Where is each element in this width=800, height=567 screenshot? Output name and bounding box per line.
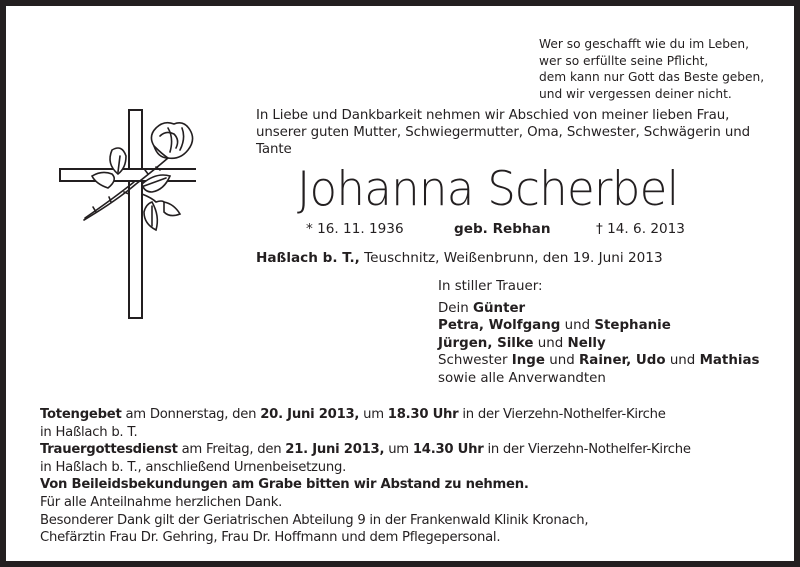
text: um <box>359 407 388 422</box>
deceased-name: Johanna Scherbel <box>297 162 679 217</box>
services-block <box>40 406 691 547</box>
mourner-name: Stephanie <box>594 318 671 333</box>
intro-line: Tante <box>256 142 292 158</box>
text: in der Vierzehn-Nothelfer-Kirche <box>458 407 666 422</box>
rosary-location: in Haßlach b. T. <box>40 424 138 440</box>
mourner-line <box>438 317 759 335</box>
maiden-name: geb. Rebhan <box>454 221 551 237</box>
poem-line: dem kann nur Gott das Beste geben, <box>539 70 765 84</box>
intro-line: unserer guten Mutter, Schwiegermutter, Oma, Schwester, Schwägerin und <box>256 125 751 141</box>
poem-line: wer so erfüllte seine Pflicht, <box>539 53 709 68</box>
funeral-line <box>40 441 691 459</box>
place-rest: Teuschnitz, Weißenbrunn, den 19. Juni 2013 <box>359 250 663 266</box>
intro-line: In Liebe und Dankbarkeit nehmen wir Abschied von meiner lieben Frau, <box>256 108 730 123</box>
text: und <box>560 318 595 333</box>
service-title: Totengebet <box>40 407 122 422</box>
text: Schwester <box>438 353 512 368</box>
birth-date: * 16. 11. 1936 <box>306 221 404 237</box>
intro-text <box>256 107 796 159</box>
service-time: 14.30 Uhr <box>412 442 484 458</box>
condolence-note-text: Von Beileidsbekundungen am Grabe bitten wir Abstand zu nehmen. <box>40 477 529 493</box>
death-date: † 14. 6. 2013 <box>596 221 685 237</box>
service-title: Trauergottesdienst <box>40 442 178 458</box>
mourners-heading: In stiller Trauer: <box>438 279 543 294</box>
special-thanks-line: Besonderer Dank gilt der Geriatrischen Abteilung 9 in der Frankenwald Klinik Kronach, <box>40 512 589 528</box>
place-date-line <box>256 250 663 267</box>
text: am Donnerstag, den <box>121 407 261 422</box>
service-date: 21. Juni 2013, <box>285 442 385 458</box>
mourner-name: Rainer, Udo <box>578 353 666 368</box>
thanks-line: Für alle Anteilnahme herzlichen Dank. <box>40 494 283 510</box>
mourner-line <box>438 300 759 318</box>
text: Dein <box>438 300 474 316</box>
text: und <box>665 353 700 368</box>
mourner-name: Nelly <box>567 335 606 351</box>
text: und <box>544 353 579 368</box>
mourners-block <box>438 278 759 387</box>
mourner-name: Günter <box>473 300 526 316</box>
mourner-name: Petra, Wolfgang <box>438 318 561 333</box>
mourner-name: Inge <box>511 353 545 368</box>
text: in der Vierzehn-Nothelfer-Kirche <box>483 442 691 458</box>
poem <box>539 36 764 102</box>
mourner-name: Mathias <box>699 353 760 368</box>
condolence-note <box>40 476 691 494</box>
mourner-line <box>438 335 759 353</box>
text: um <box>384 442 413 458</box>
poem-line: und wir vergessen deiner nicht. <box>539 86 732 101</box>
mourner-line: sowie alle Anverwandten <box>438 370 606 386</box>
special-thanks-line: Chefärztin Frau Dr. Gehring, Frau Dr. Hoffmann und dem Pflegepersonal. <box>40 530 501 546</box>
service-date: 20. Juni 2013, <box>260 407 360 422</box>
mourner-name: Jürgen, Silke <box>438 335 534 351</box>
cross-with-rose-icon <box>56 106 196 322</box>
service-time: 18.30 Uhr <box>387 407 459 422</box>
rosary-line <box>40 406 691 424</box>
poem-line: Wer so geschafft wie du im Leben, <box>539 37 750 51</box>
mourner-line <box>438 352 759 370</box>
place-primary: Haßlach b. T., <box>256 250 360 266</box>
obituary-notice <box>6 6 794 561</box>
text: und <box>533 335 568 351</box>
text: am Freitag, den <box>177 442 286 458</box>
funeral-location: in Haßlach b. T., anschließend Urnenbeisetzung. <box>40 459 347 475</box>
